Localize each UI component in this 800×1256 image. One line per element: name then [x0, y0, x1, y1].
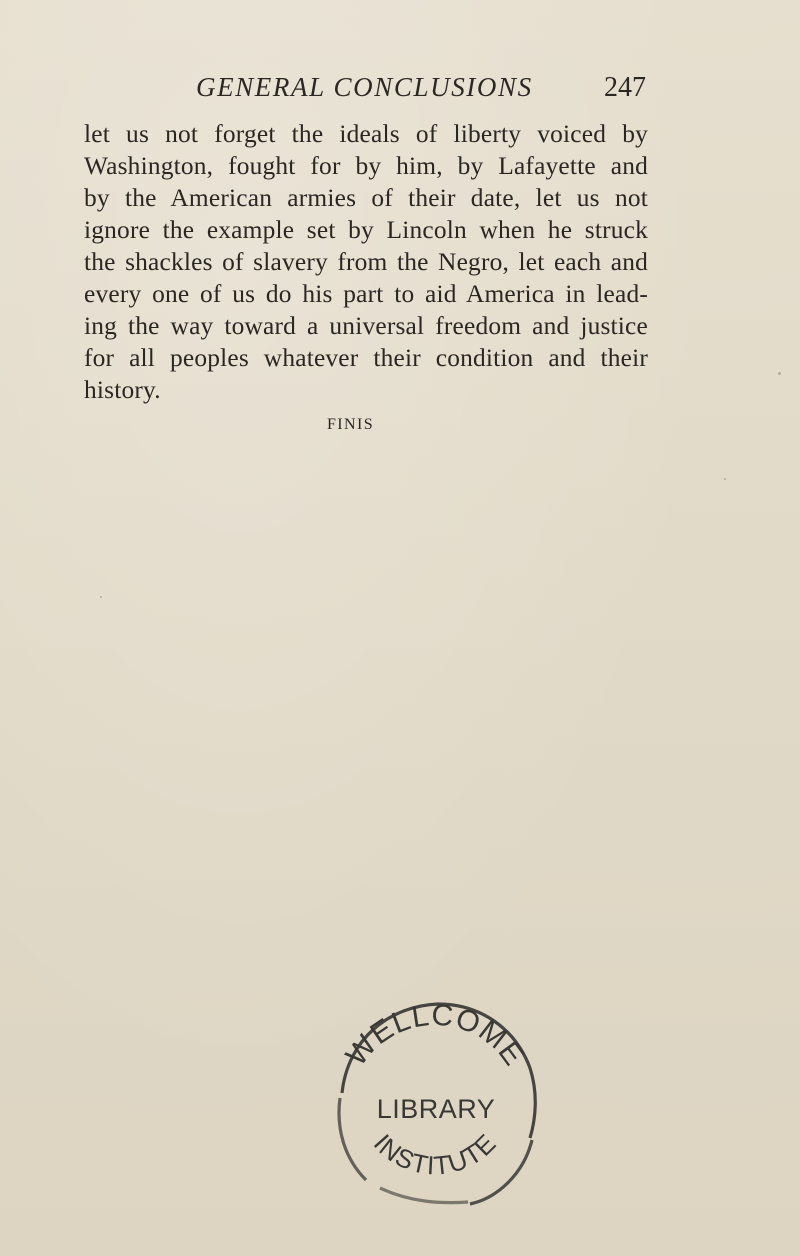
stamp-center-text: LIBRARY [376, 1094, 496, 1124]
text-line: history. [84, 376, 161, 404]
text-line: let us not forget the ideals of liberty voiced by [84, 120, 648, 148]
running-header [196, 72, 656, 112]
text-line: ing the way toward a universal freedom and justice [84, 312, 648, 340]
body-paragraph [84, 118, 648, 406]
library-stamp [320, 998, 550, 1208]
page-number: 247 [604, 72, 646, 103]
text-line: ignore the example set by Lincoln when he struck [84, 216, 648, 244]
running-title: GENERAL CONCLUSIONS [196, 72, 533, 102]
text-line: every one of us do his part to aid America in lead- [84, 280, 648, 308]
paper-speck [100, 596, 102, 598]
text-line: Washington, fought for by him, by Lafayette and [84, 152, 648, 180]
stamp-top-text: WELLCOME [339, 998, 531, 1073]
svg-text:INSTITUTE [368, 1128, 502, 1181]
text-line: for all peoples whatever their condition and their [84, 344, 648, 372]
paper-speck [778, 372, 781, 375]
stamp-bottom-text: INSTITUTE [367, 1127, 503, 1181]
paper-speck [724, 478, 726, 480]
text-line: the shackles of slavery from the Negro, let each and [84, 248, 648, 276]
finis-mark: FINIS [327, 416, 375, 433]
text-line: by the American armies of their date, let us not [84, 184, 648, 212]
